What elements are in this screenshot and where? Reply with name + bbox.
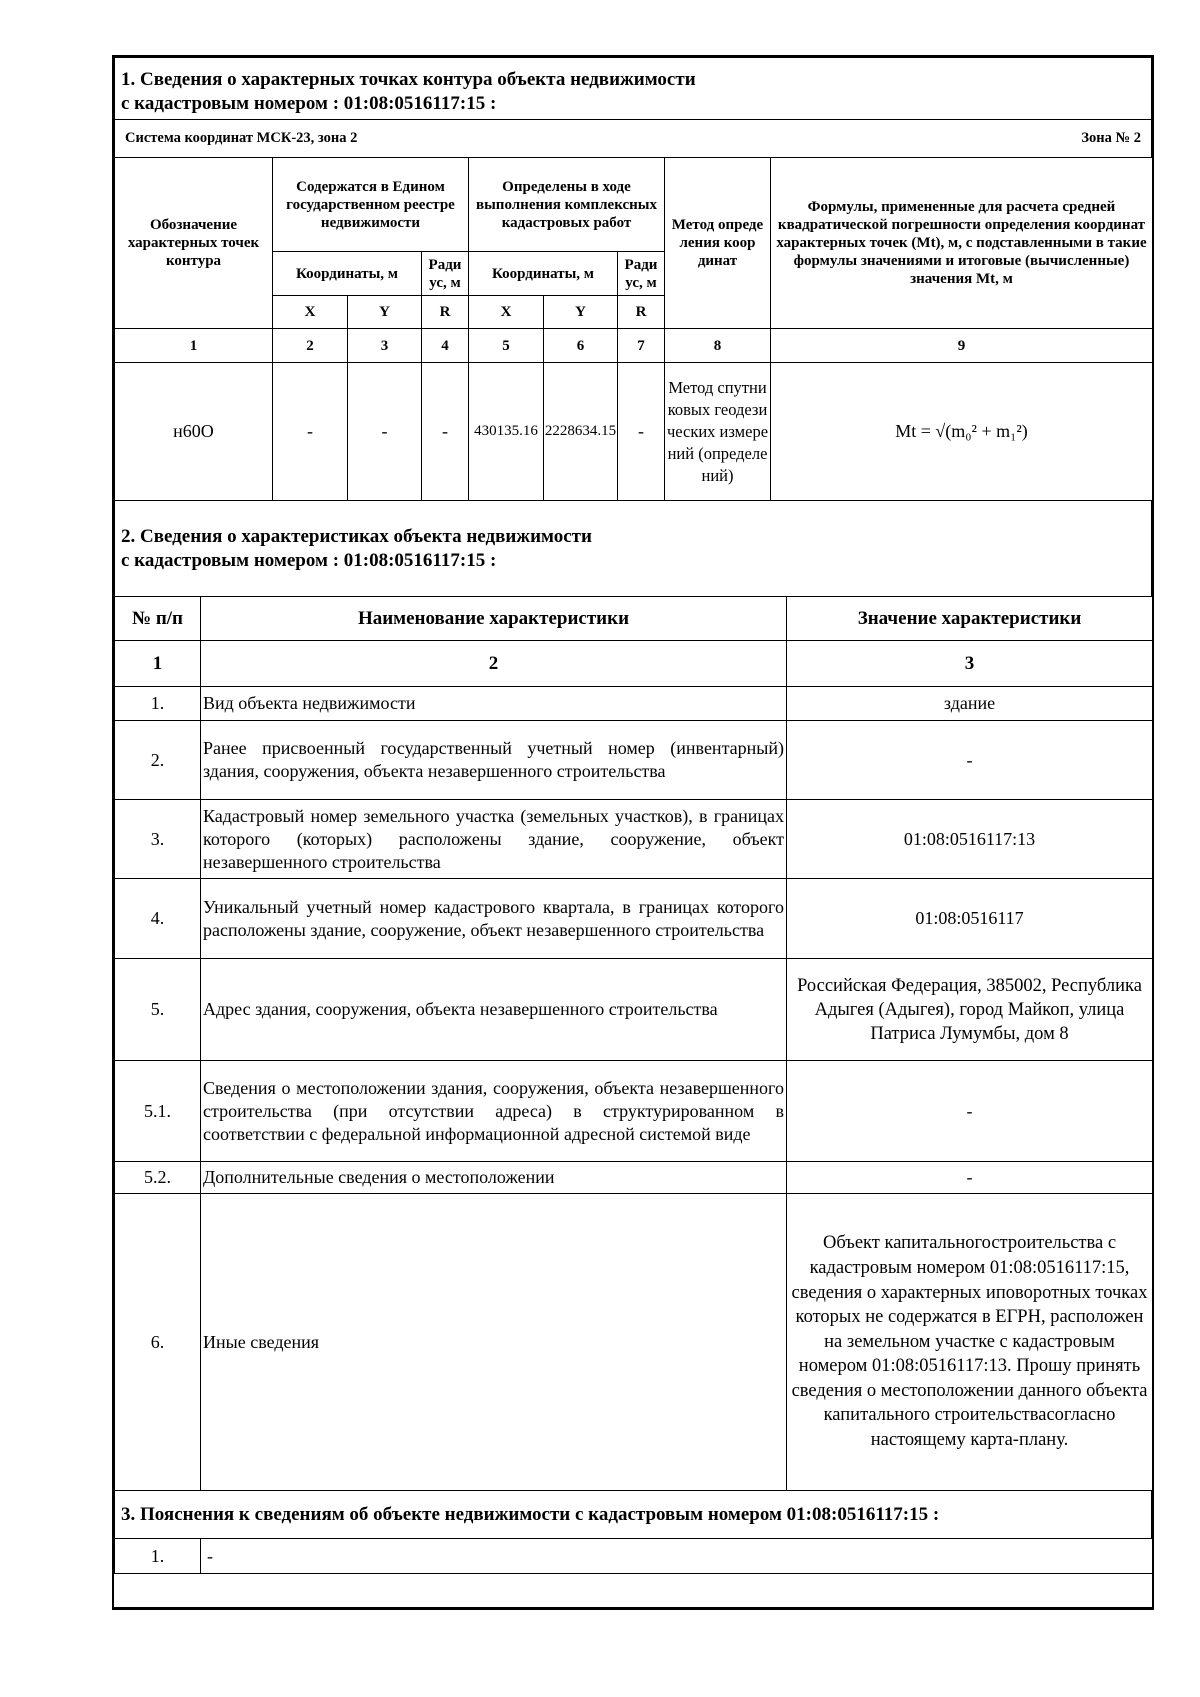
section1-title-line1: 1. Сведения о характерных точках контура объекта недвижимости	[121, 69, 696, 90]
header-name: Наименование характеристики	[201, 597, 787, 641]
col-number: 2	[273, 329, 348, 363]
section2-title-line2: с кадастровым номером : 01:08:0516117:15 :	[121, 550, 497, 571]
characteristics-col-numbers	[115, 641, 1153, 687]
section1-title-line2: с кадастровым номером : 01:08:0516117:15 :	[121, 93, 497, 114]
row-value: -	[787, 1162, 1153, 1194]
row-num: 2.	[115, 721, 201, 800]
section2-title-table	[114, 500, 1152, 597]
header-value: Значение характеристики	[787, 597, 1153, 641]
table-row	[115, 687, 1153, 721]
table-row	[115, 1162, 1153, 1194]
header-num: № п/п	[115, 597, 201, 641]
row-value: -	[787, 721, 1153, 800]
col-number: 3	[787, 641, 1153, 687]
header-kkr-r: R	[618, 296, 665, 329]
point-designation: н60О	[115, 363, 273, 501]
row-name: Иные сведения	[201, 1194, 787, 1491]
explanations-table	[114, 1538, 1153, 1574]
point-kkr-r: -	[618, 363, 665, 501]
header-determined: Определены в ходе выполнения комплексных кадастровых работ	[469, 158, 665, 252]
points-table	[114, 157, 1153, 501]
row-value: Объект капитальногостроительства с кадастровым номером 01:08:0516117:15, сведения о характерных иповоротных точках которых не содержатся в ЕГРН, расположен на земельном участке с кадастровым номером 01:08:0516117:13. Прошу принять сведения о местоположении данного объекта капитального строительствасогласно настоящему карта-плану.	[787, 1194, 1153, 1491]
header-kkr-y: Y	[544, 296, 618, 329]
col-number: 8	[665, 329, 771, 363]
header-egrn-x: X	[273, 296, 348, 329]
row-num: 1.	[115, 1539, 201, 1574]
section3-title-table	[114, 1490, 1152, 1539]
row-num: 3.	[115, 800, 201, 879]
point-formula: Mt = √(m₀² + m₁²)	[771, 363, 1153, 501]
zone-label: Зона № 2	[1081, 130, 1141, 146]
table-row	[115, 959, 1153, 1061]
col-number: 9	[771, 329, 1153, 363]
row-name: Сведения о местоположении здания, сооружения, объекта незавершенного строительства (при отсутствии адреса) в структурированном в соответствии с федеральной информационной адресной системой виде	[201, 1061, 787, 1162]
table-row	[115, 879, 1153, 959]
row-name: Кадастровый номер земельного участка (земельных участков), в границах которого (которых) расположены здание, сооружение, объект незавершенного строительства	[201, 800, 787, 879]
row-num: 5.2.	[115, 1162, 201, 1194]
col-number: 3	[348, 329, 422, 363]
table-row	[115, 800, 1153, 879]
header-method: Метод опреде ления коор динат	[665, 158, 771, 329]
header-kkr-radius: Ради ус, м	[618, 252, 665, 296]
col-number: 7	[618, 329, 665, 363]
header-egrn-coords: Координаты, м	[273, 252, 422, 296]
row-text: -	[201, 1539, 1153, 1574]
row-value: Российская Федерация, 385002, Республика Адыгея (Адыгея), город Майкоп, улица Патриса Лумумбы, дом 8	[787, 959, 1153, 1061]
header-kkr-coords: Координаты, м	[469, 252, 618, 296]
row-name: Ранее присвоенный государственный учетный номер (инвентарный) здания, сооружения, объекта незавершенного строительства	[201, 721, 787, 800]
table-row	[115, 1194, 1153, 1491]
row-name: Уникальный учетный номер кадастрового квартала, в границах которого расположены здание, сооружение, объект незавершенного строительства	[201, 879, 787, 959]
col-number: 6	[544, 329, 618, 363]
header-kkr-x: X	[469, 296, 544, 329]
row-value: 01:08:0516117:13	[787, 800, 1153, 879]
row-num: 1.	[115, 687, 201, 721]
points-col-numbers	[115, 329, 1153, 363]
header-egrn-r: R	[422, 296, 469, 329]
point-kkr-y: 2228634.15	[544, 363, 618, 501]
row-num: 5.	[115, 959, 201, 1061]
col-number: 1	[115, 329, 273, 363]
table-row	[115, 1539, 1153, 1574]
header-designation: Обозначение характерных точек контура	[115, 158, 273, 329]
col-number: 4	[422, 329, 469, 363]
row-value: -	[787, 1061, 1153, 1162]
row-num: 5.1.	[115, 1061, 201, 1162]
coord-system-row	[115, 120, 1152, 158]
header-contained: Содержатся в Едином государственном реестре недвижимости	[273, 158, 469, 252]
row-name: Дополнительные сведения о местоположении	[201, 1162, 787, 1194]
coord-system: Система координат МСК-23, зона 2	[125, 130, 358, 146]
table-row	[115, 1061, 1153, 1162]
point-row	[115, 363, 1153, 501]
header-egrn-y: Y	[348, 296, 422, 329]
point-kkr-x: 430135.16	[469, 363, 544, 501]
row-value: 01:08:0516117	[787, 879, 1153, 959]
point-egrn-x: -	[273, 363, 348, 501]
section2-title	[115, 501, 1152, 597]
section3-title: 3. Пояснения к сведениям об объекте недвижимости с кадастровым номером 01:08:0516117:15 :	[115, 1491, 1152, 1539]
point-egrn-y: -	[348, 363, 422, 501]
section2-title-line1: 2. Сведения о характеристиках объекта недвижимости	[121, 526, 592, 547]
point-egrn-r: -	[422, 363, 469, 501]
document-frame	[112, 55, 1154, 1610]
section1-title	[115, 58, 1152, 120]
col-number: 1	[115, 641, 201, 687]
row-value: здание	[787, 687, 1153, 721]
table-row	[115, 721, 1153, 800]
row-num: 6.	[115, 1194, 201, 1491]
header-egrn-radius: Ради ус, м	[422, 252, 469, 296]
row-name: Вид объекта недвижимости	[201, 687, 787, 721]
row-num: 4.	[115, 879, 201, 959]
point-method: Метод спутниковых геодезических измерений (определений)	[665, 363, 771, 501]
col-number: 5	[469, 329, 544, 363]
characteristics-table	[114, 596, 1153, 1491]
col-number: 2	[201, 641, 787, 687]
header-formulas: Формулы, примененные для расчета средней квадратической погрешности определения координат характерных точек (Mt), м, с подставленными в такие формулы значениями и итоговые (вычисленные) значения Mt, м	[771, 158, 1153, 329]
row-name: Адрес здания, сооружения, объекта незавершенного строительства	[201, 959, 787, 1061]
section1-title-table	[114, 57, 1152, 158]
